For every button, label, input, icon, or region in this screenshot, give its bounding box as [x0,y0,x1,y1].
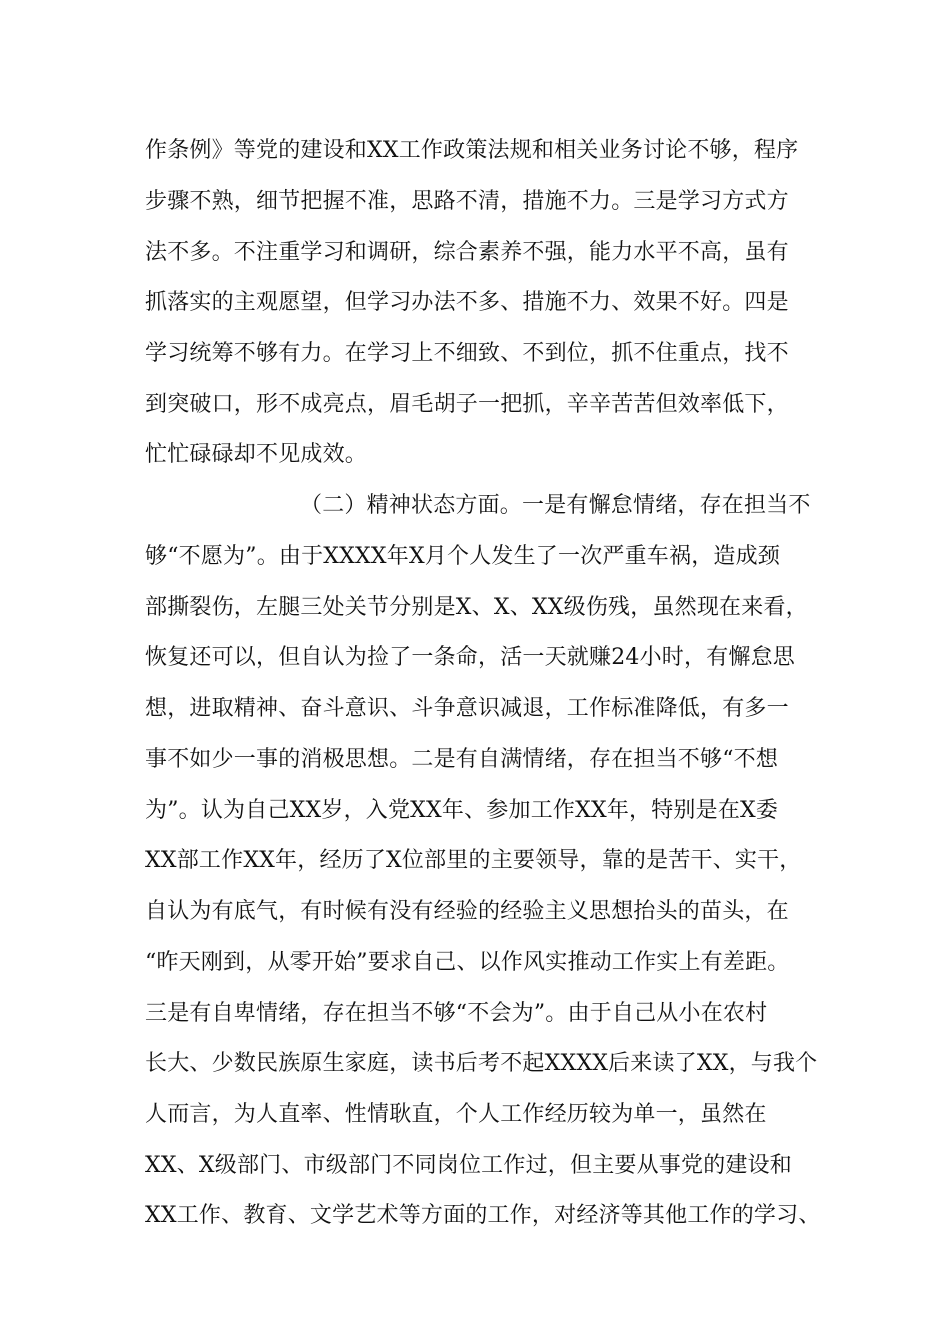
text-line: 抓落实的主观愿望，但学习办法不多、措施不力、效果不好。四是 [145,290,789,315]
text-line: 忙忙碌碌却不见成效。 [145,442,368,467]
text-line: XX部工作XX年，经历了X位部里的主要领导，靠的是苦干、实干， [145,848,802,873]
text-line: 长大、少数民族原生家庭，读书后考不起XXXX后来读了XX，与我个 [145,1051,818,1076]
text-line: 够“不愿为”。由于XXXX年X月个人发生了一次严重车祸，造成颈 [145,544,781,569]
text-line: 为”。认为自己XX岁，入党XX年、参加工作XX年，特别是在X委 [145,798,779,823]
text-line: 部撕裂伤，左腿三处关节分别是X、X、XX级伤残，虽然现在来看， [145,595,808,620]
section-heading-line: （二）精神状态方面。一是有懈怠情绪，存在担当不 [300,493,811,518]
text-line: 作条例》等党的建设和XX工作政策法规和相关业务讨论不够，程序 [145,138,799,163]
text-line: 步骤不熟，细节把握不准，思路不清，措施不力。三是学习方式方 [145,189,789,214]
text-line: XX、X级部门、市级部门不同岗位工作过，但主要从事党的建设和 [145,1153,792,1178]
text-line: 学习统筹不够有力。在学习上不细致、不到位，抓不住重点，找不 [145,341,789,366]
text-line: 恢复还可以，但自认为捡了一条命，活一天就赚24小时，有懈怠思 [145,645,795,670]
text-line: 到突破口，形不成亮点，眉毛胡子一把抓，辛辛苦苦但效率低下， [145,392,789,417]
text-line: “昨天刚到，从零开始”要求自己、以作风实推动工作实上有差距。 [145,950,790,975]
text-line: 人而言，为人直率、性情耿直，个人工作经历较为单一，虽然在 [145,1102,767,1127]
text-line: XX工作、教育、文学艺术等方面的工作，对经济等其他工作的学习、 [145,1203,821,1228]
text-line: 想，进取精神、奋斗意识、斗争意识减退，工作标准降低，有多一 [145,696,789,721]
text-line: 三是有自卑情绪，存在担当不够“不会为”。由于自己从小在农村 [145,1001,768,1026]
text-line: 法不多。不注重学习和调研，综合素养不强，能力水平不高，虽有 [145,240,789,265]
text-line: 事不如少一事的消极思想。二是有自满情绪，存在担当不够“不想 [145,747,779,772]
text-line: 自认为有底气，有时候有没有经验的经验主义思想抬头的苗头，在 [145,899,789,924]
